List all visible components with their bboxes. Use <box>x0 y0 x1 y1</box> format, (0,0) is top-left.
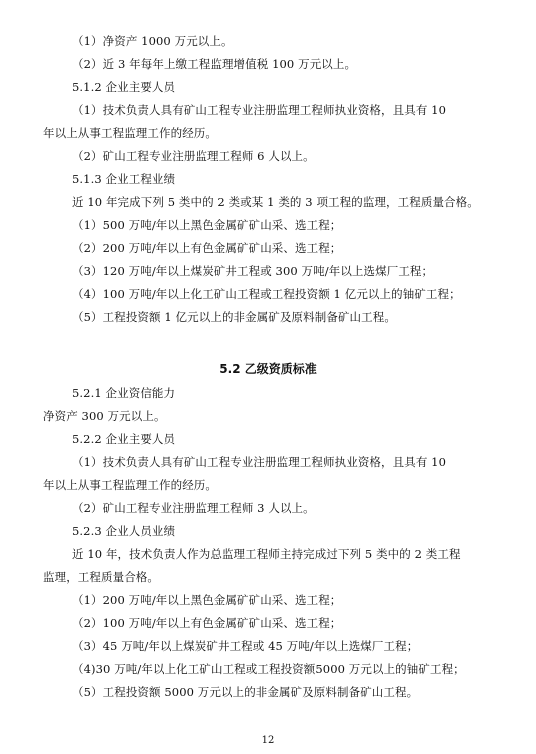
list-item-chemical-uranium: （4）100 万吨/年以上化工矿山工程或工程投资额 1 亿元以上的铀矿工程； <box>72 287 461 301</box>
paragraph-tech-lead-b-a: （1）技术负责人具有矿山工程专业注册监理工程师执业资格，且具有 10 <box>72 455 447 469</box>
paragraph-net-assets: （1）净资产 1000 万元以上。 <box>72 34 233 48</box>
paragraph-personnel-performance-a: 近 10 年，技术负责人作为总监理工程师主持完成过下列 5 类中的 2 类工程 <box>72 547 461 561</box>
section-title-5-2: 5.2 乙级资质标准 <box>219 362 317 376</box>
paragraph-engineer-count-b: （2）矿山工程专业注册监理工程师 3 人以上。 <box>72 501 315 515</box>
page-number: 12 <box>261 735 275 746</box>
paragraph-tech-lead-b-b: 年以上从事工程监理工作的经历。 <box>43 478 217 492</box>
list-item-nonferrous-b: （2）100 万吨/年以上有色金属矿矿山采、选工程； <box>72 616 342 630</box>
list-item-nonmetal-b: （5）工程投资额 5000 万元以上的非金属矿及原料制备矿山工程。 <box>72 685 419 699</box>
subheading-5-1-3: 5.1.3 企业工程业绩 <box>72 172 176 186</box>
list-item-nonferrous: （2）200 万吨/年以上有色金属矿矿山采、选工程； <box>72 241 342 255</box>
subheading-5-2-1: 5.2.1 企业资信能力 <box>72 386 176 400</box>
list-item-ferrous-b: （1）200 万吨/年以上黑色金属矿矿山采、选工程； <box>72 593 342 607</box>
subheading-5-1-2: 5.1.2 企业主要人员 <box>72 80 176 94</box>
list-item-ferrous: （1）500 万吨/年以上黑色金属矿矿山采、选工程； <box>72 218 342 232</box>
paragraph-net-assets-b: 净资产 300 万元以上。 <box>43 409 166 423</box>
paragraph-vat: （2）近 3 年每年上缴工程监理增值税 100 万元以上。 <box>72 57 357 71</box>
list-item-chemical-uranium-b: （4)30 万吨/年以上化工矿山工程或工程投资额5000 万元以上的铀矿工程； <box>72 662 465 676</box>
paragraph-personnel-performance-b: 监理，工程质量合格。 <box>43 570 159 584</box>
paragraph-tech-lead-a: （1）技术负责人具有矿山工程专业注册监理工程师执业资格，且具有 10 <box>72 103 447 117</box>
subheading-5-2-2: 5.2.2 企业主要人员 <box>72 432 176 446</box>
list-item-coal-b: （3）45 万吨/年以上煤炭矿井工程或 45 万吨/年以上选煤厂工程； <box>72 639 419 653</box>
paragraph-performance-intro: 近 10 年完成下列 5 类中的 2 类或某 1 类的 3 项工程的监理，工程质量合格。 <box>72 195 479 209</box>
list-item-coal: （3）120 万吨/年以上煤炭矿井工程或 300 万吨/年以上选煤厂工程； <box>72 264 434 278</box>
paragraph-tech-lead-b: 年以上从事工程监理工作的经历。 <box>43 126 217 140</box>
subheading-5-2-3: 5.2.3 企业人员业绩 <box>72 524 176 538</box>
paragraph-engineer-count: （2）矿山工程专业注册监理工程师 6 人以上。 <box>72 149 315 163</box>
list-item-nonmetal: （5）工程投资额 1 亿元以上的非金属矿及原料制备矿山工程。 <box>72 310 396 324</box>
